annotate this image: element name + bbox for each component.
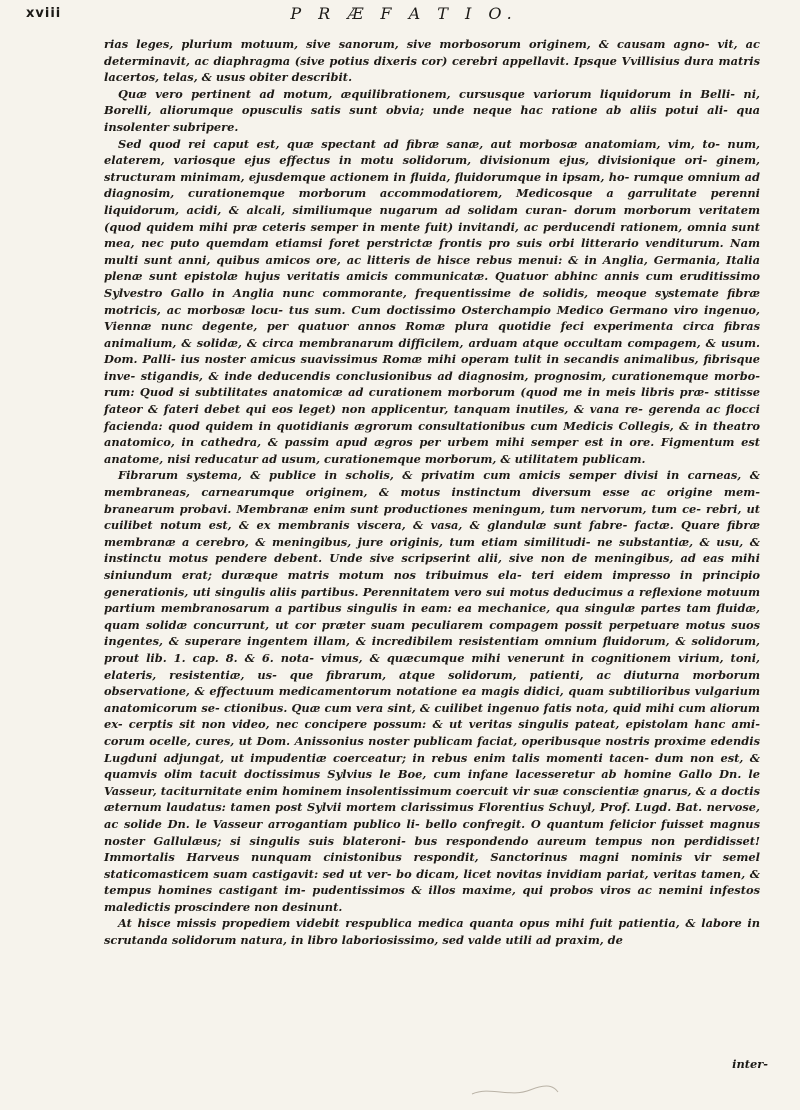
running-head: P R Æ F A T I O. (290, 4, 518, 23)
page-header (24, 2, 784, 30)
body-text (104, 36, 760, 949)
catchword: inter- (732, 1057, 768, 1071)
ink-smudge (470, 1082, 560, 1100)
page-number: xviii (26, 6, 62, 21)
paragraph-3: Sed quod rei caput est, quæ spectant ad fibræ sanæ, aut morbosæ anatomiam, vim, to- num, elaterem, variosque ejus effectus in motu solidorum, divisionum ejus, divisionique ori- ginem, structuram minimam, ejusdemque actionem in fluida, fluidorumque in ipsam, ho- rumque omnium ad diagnosim, curationemque morborum accommodatiorem, Medicosque a garrulitate perenni liquidorum, acidi, & alcali, similiumque nugarum ad solidam curan- dorum morborum veritatem (quod quidem mihi præ ceteris semper in mente fuit) invitandi, ac perducendi rationem, omnia sunt mea, nec puto quemdam etiamsi foret perstrictæ frontis pro suis orbi litterario venditurum. Nam multi sunt anni, quibus amicos ore, ac litteris de hisce rebus menui: & in Anglia, Germania, Italia plenæ sunt epistolæ hujus veritatis amicis communicatæ. Quatuor abhinc annis cum eruditissimo Sylvestro Gallo in Anglia nunc commorante, frequentissime de solidis, meoque systemate fibræ motricis, ac morbosæ locu- tus sum. Cum doctissimo Osterchampio Medico Germano viro ingenuo, Viennæ nunc degente, per quatuor annos Romæ plura quotidie feci experimenta circa fibras animalium, & solidæ, & circa membranarum difficilem, arduam atque occultam compagem, & usum. Dom. Palli- ius noster amicus suavissimus Romæ mihi operam tulit in secandis animalibus, fibrisque inve- stigandis, & inde deducendis conclusionibus ad diagnosim, prognosim, curationemque morbo- rum: Quod si subtilitates anatomicæ ad curationem morborum (quod me in meis libris præ- stitisse fateor & fateri debet qui eos leget) non applicentur, tanquam inutiles, & vana re- gerenda ac flocci facienda: quod quidem in quotidianis ægrorum consultationibus cum Medicis Collegis, & in theatro anatomico, in cathedra, & passim apud ægros per urbem mihi semper est in ore. Figmentum est anatome, nisi reducatur ad usum, curationemque morborum, & utilitatem publicam. (104, 136, 760, 466)
paragraph-5: At hisce missis propediem videbit respublica medica quanta opus mihi fuit patientia, & labore in scrutanda solidorum natura, in libro laboriosissimo, sed valde utili ad praxim, de (104, 916, 760, 948)
paragraph-4: Fibrarum systema, & publice in scholis, & privatim cum amicis semper divisi in carneas, & membraneas, carnearumque originem, & motus instinctum diversum esse ac origine mem- branearum probavi. Membranæ enim sunt productiones meningum, tum nervorum, tum ce- rebri, ut cuilibet notum est, & ex membranis viscera, & vasa, & glandulæ sunt fabre- factæ. Quare fibræ membranæ a cerebro, & meningibus, jure originis, tum etiam similitudi- ne substantiæ, & usu, & instinctu motus pendere debent. Unde sive scripserint alii, sive non de meningibus, ad eas mihi siniundum erat; duræque matris motum nos tribuimus ela- teri eidem impresso in principio generationis, uti singulis aliis partibus. Perennitatem vero sui motus deducimus a reflexione motuum partium membranosarum a partibus singulis in eam: ea mechanice, qua singulæ partes tam fluidæ, quam solidæ concurrunt, ut cor præter suam peculiarem compagem possit perpetuare motus suos ingentes, & superare ingentem illam, & incredibilem resistentiam omnium fluidorum, & solidorum, prout lib. 1. cap. 8. & 6. nota- vimus, & quæcumque mihi venerunt in cognitionem virium, toni, elateris, resistentiæ, us- que fibrarum, atque solidorum, patienti, ac diuturna morborum observatione, & effectuum medicamentorum notatione ea magis didici, quam subtilioribus vulgarium anatomicorum se- ctionibus. Quæ cum vera sint, & cuilibet ingenuo fatis nota, quid mihi cum aliorum ex- cerptis sit non video, nec concipere possum: & ut veritas singulis pateat, epistolam hanc ami- corum ocelle, cures, ut Dom. Anissonius noster publicam faciat, operibusque nostris proxime edendis Lugduni adjungat, ut impudentiæ coerceatur; in rebus enim talis momenti tacen- dum non est, & quamvis olim tacuit doctissimus Sylvius le Boe, cum infane lacesseretur ab homine Gallo Dn. le Vasseur, taciturnitate enim hominem insolentissimum coercuit vir suæ conscientiæ gnarus, & a doctis æternum laudatus: tamen post Sylvii mortem clarissimus Florentius Schuyl, Prof. Lugd. Bat. nervose, ac solide Dn. le Vasseur arrogantiam publico li- bello confregit. O quantum felicior fuisset magnus noster Gallulæus; si singulis suis blateroni- bus respondendo aureum tempus non perdidisset! Immortalis Harveus nunquam cinistonibus respondit, Sanctorinus magni nominis vir semel staticomasticem suam castigavit: sed ut ver- bo dicam, licet novitas invidiam pariat, veritas tamen, & tempus homines castigant im- pudentissimos & illos maxime, qui probos viros ac nemini infestos maledictis proscindere non desinunt. (104, 468, 760, 914)
paragraph-1: rias leges, plurium motuum, sive sanorum, sive morbosorum originem, & causam agno- vit, ac determinavit, ac diaphragma (sive potius dixeris cor) cerebri appellavit. Ipsque Vvillisius dura matris lacertos, telas, & usus obiter describit. (104, 37, 760, 85)
paragraph-2: Quæ vero pertinent ad motum, æquilibrationem, cursusque variorum liquidorum in Belli- ni, Borelli, aliorumque opusculis satis sunt obvia; unde neque hac ratione ab aliis potui ali- qua insolenter subripere. (104, 86, 760, 134)
